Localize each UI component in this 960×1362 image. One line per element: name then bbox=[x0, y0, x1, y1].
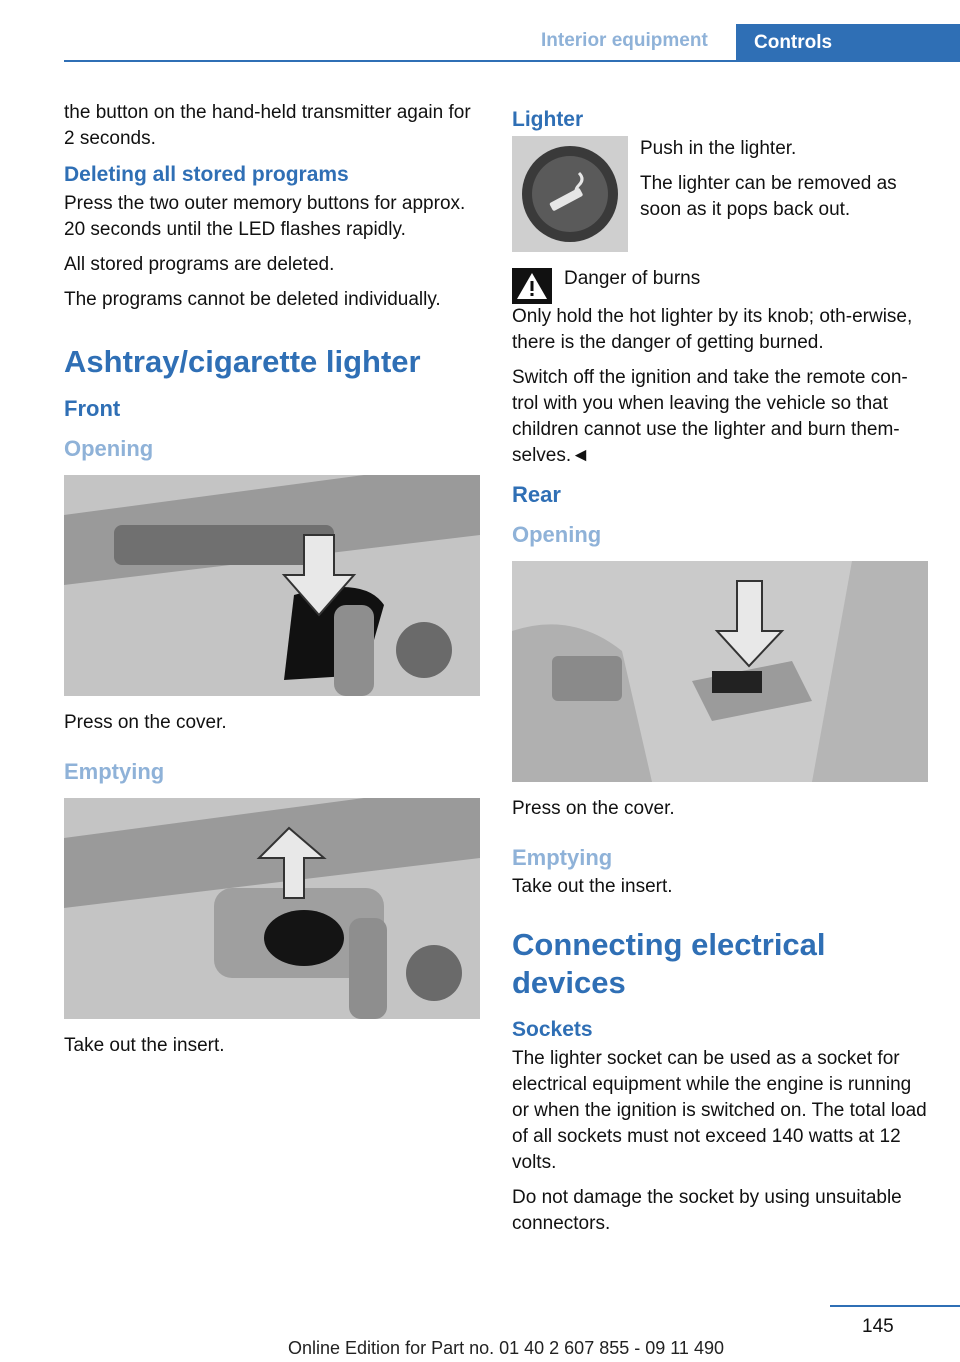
warning-text: Only hold the hot lighter by its knob; oth-erwise, there is the danger of getting burned. bbox=[512, 306, 913, 353]
sockets-p1: The lighter socket can be used as a socket for electrical equipment while the engine is running or when the ignition is switched on. The total load of all sockets must not exceed 140 watts at 12 volts. bbox=[512, 1048, 927, 1173]
rear-opening-figure bbox=[512, 561, 928, 782]
warning-block bbox=[512, 266, 928, 304]
front-emptying-figure bbox=[64, 798, 480, 1019]
lighter-heading: Lighter bbox=[512, 108, 584, 131]
intro-text: the button on the hand-held transmitter again for 2 seconds. bbox=[64, 102, 471, 149]
header-tab-controls[interactable]: Controls bbox=[736, 24, 960, 62]
sockets-heading: Sockets bbox=[512, 1018, 593, 1041]
emptying-heading: Emptying bbox=[64, 759, 165, 784]
rear-opening-heading: Opening bbox=[512, 522, 602, 547]
warning-title: Danger of burns bbox=[564, 268, 701, 289]
right-column bbox=[512, 100, 928, 1246]
rear-opening-caption: Press on the cover. bbox=[512, 798, 675, 819]
deleting-p3: The programs cannot be deleted individually. bbox=[64, 289, 441, 310]
left-column bbox=[64, 100, 480, 1068]
rear-heading: Rear bbox=[512, 482, 561, 507]
deleting-p1: Press the two outer memory buttons for approx. 20 seconds until the LED flashes rapidly. bbox=[64, 193, 466, 240]
emptying-caption: Take out the insert. bbox=[64, 1035, 225, 1056]
footer-rule bbox=[830, 1305, 960, 1307]
rear-emptying-caption: Take out the insert. bbox=[512, 876, 673, 897]
page-number: 145 bbox=[862, 1316, 894, 1337]
console-illustration bbox=[64, 475, 480, 696]
ashtray-heading: Ashtray/cigarette lighter bbox=[64, 344, 421, 379]
warning-p2: Switch off the ignition and take the remote con-trol with you when leaving the vehicle so that children cannot use the lighter and burn them-selves.◄ bbox=[512, 367, 908, 466]
footer-edition: Online Edition for Part no. 01 40 2 607 855 - 09 11 490 bbox=[288, 1338, 724, 1358]
opening-caption: Press on the cover. bbox=[64, 712, 227, 733]
front-opening-figure bbox=[64, 475, 480, 696]
front-heading: Front bbox=[64, 396, 121, 421]
cigarette-lighter-icon bbox=[515, 139, 625, 249]
connecting-heading: Connecting electrical devices bbox=[512, 927, 826, 1000]
lighter-p2: The lighter can be removed as soon as it pops back out. bbox=[640, 173, 897, 220]
opening-heading: Opening bbox=[64, 436, 154, 461]
deleting-p2: All stored programs are deleted. bbox=[64, 254, 335, 275]
lighter-p1: Push in the lighter. bbox=[640, 138, 797, 159]
console-insert-illustration bbox=[64, 798, 480, 1019]
rear-emptying-heading: Emptying bbox=[512, 845, 613, 870]
rear-console-illustration bbox=[512, 561, 928, 782]
lighter-image bbox=[512, 136, 628, 252]
lighter-block bbox=[512, 136, 928, 252]
lighter-text bbox=[640, 136, 928, 252]
warning-triangle-icon bbox=[512, 268, 552, 304]
header-section: Interior equipment bbox=[541, 30, 708, 51]
sockets-p2: Do not damage the socket by using unsuitable connectors. bbox=[512, 1187, 902, 1234]
deleting-heading: Deleting all stored programs bbox=[64, 163, 349, 186]
